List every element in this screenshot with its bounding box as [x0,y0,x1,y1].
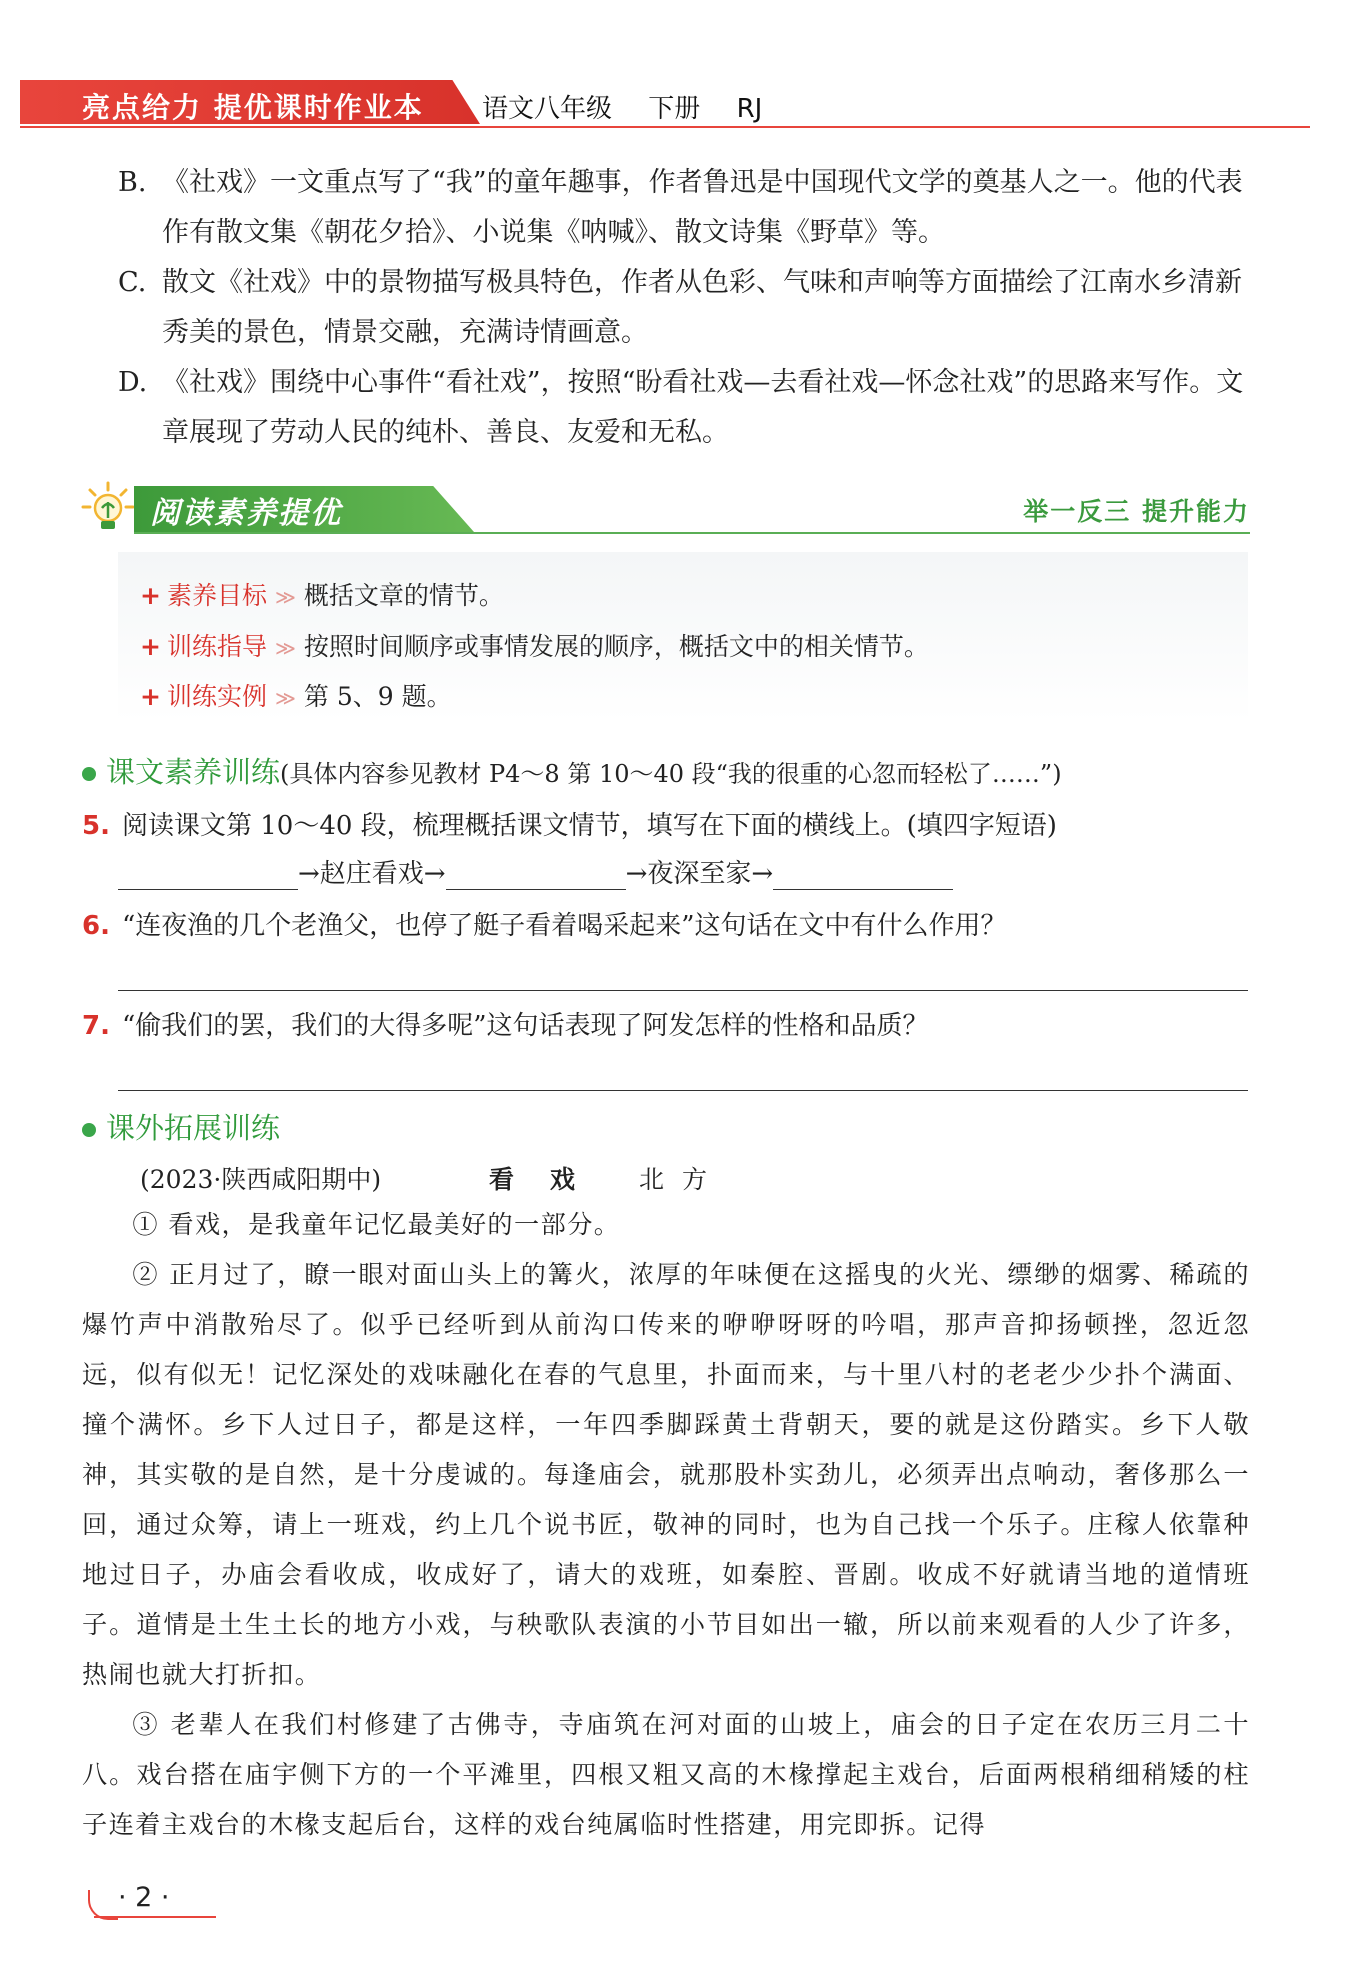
target-row [140,677,452,713]
option-text: 《社戏》围绕中心事件“看社戏”，按照“盼看社戏—去看社戏—怀念社戏”的思路来写作。文章展现了劳动人民的纯朴、善良、友爱和无私。 [162,367,1244,448]
target-text: 按照时间顺序或事情发展的顺序，概括文中的相关情节。 [303,632,929,661]
q5-middle-1: →赵庄看戏→ [298,859,446,889]
option-label: B. [118,167,147,198]
question-text: “偷我们的罢，我们的大得多呢”这句话表现了阿发怎样的性格和品质？ [121,1011,929,1041]
option-label: D. [118,367,148,398]
q5-middle-2: →夜深至家→ [625,859,774,889]
target-text: 概括文章的情节。 [303,581,504,610]
header-divider [20,126,1310,128]
question-6 [82,905,1007,942]
paragraph: ② 正月过了，瞭一眼对面山头上的篝火，浓厚的年味便在这摇曳的火光、缥缈的烟雾、稀疏的爆竹声中消散殆尽了。似乎已经听到从前沟口传来的咿咿呀呀的吟唱，那声音抑扬顿挫，忽近忽远，似有似无！记忆深处的戏味融化在春的气息里，扑面而来，与十里八村的老老少少扑个满面、撞个满怀。乡下人过日子，都是这样，一年四季脚踩黄土背朝天，要的就是这份踏实。乡下人敬神，其实敬的是自然，是十分虔诚的。每逢庙会，就那股朴实劲儿，必须弄出点响动，奢侈那么一回，通过众筹，请上一班戏，约上几个说书匠，敬神的同时，也为自己找一个乐子。庄稼人依靠种地过日子，办庙会看收成，收成好了，请大的戏班，如秦腔、晋剧。收成不好就请当地的道情班子。道情是土生土长的地方小戏，与秧歌队表演的小节目如出一辙，所以前来观看的人少了许多，热闹也就大打折扣。 [82,1260,1250,1689]
target-row [140,576,504,612]
q5-answer-row [118,853,953,890]
option-text: 《社戏》一文重点写了“我”的童年趣事，作者鲁迅是中国现代文学的奠基人之一。他的代表作有散文集《朝花夕拾》、小说集《呐喊》、散文诗集《野草》等。 [162,167,1243,248]
out-text-title: 课外拓展训练 [106,1111,281,1145]
section-banner [80,478,1250,538]
target-label: 训练实例 [166,682,267,711]
edition-label: RJ [736,94,763,124]
target-text: 第 5、9 题。 [303,682,452,711]
target-label: 训练指导 [166,632,267,661]
section-title: 阅读素养提优 [150,496,342,531]
option-b [118,158,1258,258]
page-number: · 2 · [118,1882,170,1913]
option-label: C. [118,267,147,298]
option-text: 散文《社戏》中的景物描写极具特色，作者从色彩、气味和声响等方面描绘了江南水乡清新秀美的景色，情景交融，充满诗情画意。 [162,267,1242,348]
target-label: 素养目标 [166,581,267,610]
answer-blank[interactable] [118,861,298,890]
plus-icon: + [140,632,161,661]
double-chevron-icon: ≫ [274,686,296,710]
page-header [20,80,1310,130]
in-text-title: 课文素养训练 [106,755,281,789]
series-title: 亮点给力 提优课时作业本 [82,91,424,124]
article-title: 看戏 [489,1165,612,1194]
plus-icon: + [140,682,161,711]
page-number-underline [94,1916,216,1918]
in-text-note: (具体内容参见教材 P4～8 第 10～40 段“我的很重的心忽而轻松了……”) [280,760,1062,788]
question-text: 阅读课文第 10～40 段，梳理概括课文情节，填写在下面的横线上。(填四字短语) [121,811,1057,841]
question-7 [82,1005,929,1042]
double-chevron-icon: ≫ [274,636,296,660]
article-author: 北方 [639,1165,726,1194]
question-5 [82,805,1057,842]
paragraph: ③ 老辈人在我们村修建了古佛寺，寺庙筑在河对面的山坡上，庙会的日子定在农历三月二十八。戏台搭在庙宇侧下方的一个平滩里，四根又粗又高的木椽撑起主戏台，后面两根稍细稍矮的柱子连着主戏台的木椽支起后台，这样的戏台纯属临时性搭建，用完即拆。记得 [82,1710,1250,1839]
question-number: 7. [82,1011,110,1041]
paragraph: ① 看戏，是我童年记忆最美好的一部分。 [132,1210,621,1239]
subject-label: 语文八年级 [482,94,613,124]
answer-line[interactable] [118,1090,1248,1091]
lightbulb-icon [80,480,136,536]
answer-blank[interactable] [446,861,626,890]
bullet-dot-icon [82,767,96,781]
target-row [140,627,929,663]
plus-icon: + [140,581,161,610]
question-text: “连夜渔的几个老渔父，也停了艇子看着喝采起来”这句话在文中有什么作用？ [121,911,1007,941]
out-text-heading [82,1106,280,1147]
book-info [482,88,790,125]
question-number: 6. [82,911,110,941]
option-d [118,358,1258,458]
volume-label: 下册 [648,94,701,124]
answer-blank[interactable] [773,861,953,890]
article-header [140,1160,725,1196]
section-divider [134,532,1250,534]
option-c [118,258,1258,358]
section-slogan: 举一反三 提升能力 [1023,497,1250,526]
question-number: 5. [82,811,110,841]
answer-line[interactable] [118,990,1248,991]
double-chevron-icon: ≫ [274,585,296,609]
page-number-area [88,1880,218,1920]
in-text-heading [82,750,1062,791]
article-source: (2023·陕西咸阳期中) [140,1165,382,1194]
bullet-dot-icon [82,1123,96,1137]
article-body [82,1200,1250,1850]
